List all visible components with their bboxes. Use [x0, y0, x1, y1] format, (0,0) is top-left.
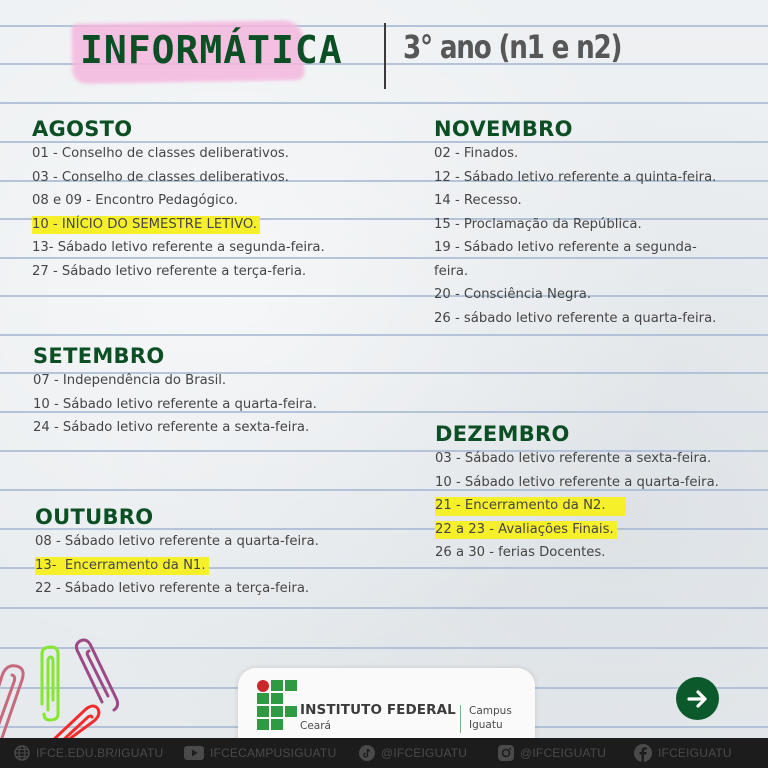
event-item: 03 - Sábado letivo referente a sexta-feira.	[435, 451, 712, 466]
institution-logo-card	[238, 668, 535, 738]
month-dezembro	[435, 421, 719, 565]
paperclip-icon	[0, 660, 34, 738]
campus-label-line2: Iguatu	[469, 719, 503, 731]
event-item-highlighted: 10 - INÍCIO DO SEMESTRE LETIVO.	[32, 213, 260, 237]
event-list	[35, 530, 319, 601]
event-item: 10 - Sábado letivo referente a quarta-feira.	[33, 396, 317, 412]
event-item-highlighted: 22 a 23 - Avaliações Finais.	[435, 518, 617, 542]
globe-icon	[14, 745, 30, 761]
tiktok-icon	[359, 745, 375, 761]
month-outubro	[35, 504, 319, 601]
month-setembro	[33, 343, 317, 440]
event-list	[434, 142, 730, 330]
page-subtitle: 3° ano (n1 e n2)	[403, 28, 622, 66]
month-title: NOVEMBRO	[434, 117, 573, 141]
ruled-line	[0, 102, 768, 104]
title-divider	[384, 23, 386, 89]
footer-link-website[interactable]	[14, 738, 163, 768]
footer-link-tiktok[interactable]	[359, 738, 467, 768]
footer-link-instagram[interactable]	[498, 738, 606, 768]
event-list	[435, 447, 719, 565]
event-item: 08 - Sábado letivo referente a quarta-feira.	[35, 534, 319, 549]
event-item: 12 - Sábado letivo referente a quinta-feira.	[434, 169, 717, 185]
paperclip-icon	[46, 703, 102, 738]
month-title: DEZEMBRO	[435, 422, 570, 446]
month-novembro	[434, 116, 730, 330]
logo-divider	[460, 705, 461, 733]
institution-state: Ceará	[300, 720, 331, 732]
social-footer-bar	[0, 738, 768, 768]
footer-text: IFCEIGUATU	[658, 746, 732, 760]
month-title: AGOSTO	[32, 117, 133, 141]
event-item: 20 - Consciência Negra.	[434, 287, 592, 302]
month-title: OUTUBRO	[35, 505, 154, 529]
campus-label-line1: Campus	[469, 705, 512, 717]
month-title: SETEMBRO	[33, 344, 165, 368]
event-item: 24 - Sábado letivo referente a sexta-feira.	[33, 420, 310, 435]
event-item: 13- Sábado letivo referente a segunda-feira.	[32, 240, 325, 255]
event-list	[33, 369, 317, 440]
event-item: 27 - Sábado letivo referente a terça-feria.	[32, 263, 307, 279]
event-item: 19 - Sábado letivo referente a segunda-feira.	[434, 240, 697, 279]
youtube-icon	[184, 745, 204, 761]
footer-link-youtube[interactable]	[184, 738, 336, 768]
facebook-icon	[634, 744, 652, 762]
event-item: 03 - Conselho de classes deliberativos.	[32, 169, 289, 185]
footer-text: @IFCEIGUATU	[381, 746, 468, 760]
event-list	[32, 142, 325, 283]
event-item: 01 - Conselho de classes deliberativos.	[32, 146, 289, 161]
instagram-icon	[498, 745, 514, 761]
ifce-logo-icon	[257, 680, 299, 732]
event-item: 10 - Sábado letivo referente a quarta-feira.	[435, 474, 719, 490]
event-item: 02 - Finados.	[434, 146, 519, 161]
ruled-line	[0, 334, 768, 336]
footer-link-facebook[interactable]	[634, 738, 732, 768]
event-item-highlighted: 21 - Encerramento da N2.	[435, 494, 626, 518]
institution-name: INSTITUTO FEDERAL	[300, 702, 456, 718]
arrow-right-icon	[687, 690, 709, 708]
event-item: 14 - Recesso.	[434, 193, 522, 208]
month-agosto	[32, 116, 325, 283]
footer-text: @IFCEIGUATU	[520, 746, 607, 760]
footer-text: IFCE.EDU.BR/IGUATU	[36, 746, 164, 760]
event-item: 26 - sábado letivo referente a quarta-feira.	[434, 310, 717, 326]
footer-text: IFCECAMPUSIGUATU	[210, 746, 337, 760]
event-item: 26 a 30 - ferias Docentes.	[435, 545, 606, 560]
next-page-button[interactable]	[676, 677, 719, 720]
campus-label	[469, 704, 512, 732]
event-item-highlighted: 13- Encerramento da N1.	[35, 554, 209, 578]
event-item: 15 - Proclamação da República.	[434, 216, 642, 232]
ruled-line	[0, 607, 768, 609]
page-title: INFORMÁTICA	[80, 28, 343, 72]
event-item: 08 e 09 - Encontro Pedagógico.	[32, 193, 238, 208]
event-item: 22 - Sábado letivo referente a terça-feira.	[35, 581, 310, 596]
event-item: 07 - Independência do Brasil.	[33, 373, 227, 388]
